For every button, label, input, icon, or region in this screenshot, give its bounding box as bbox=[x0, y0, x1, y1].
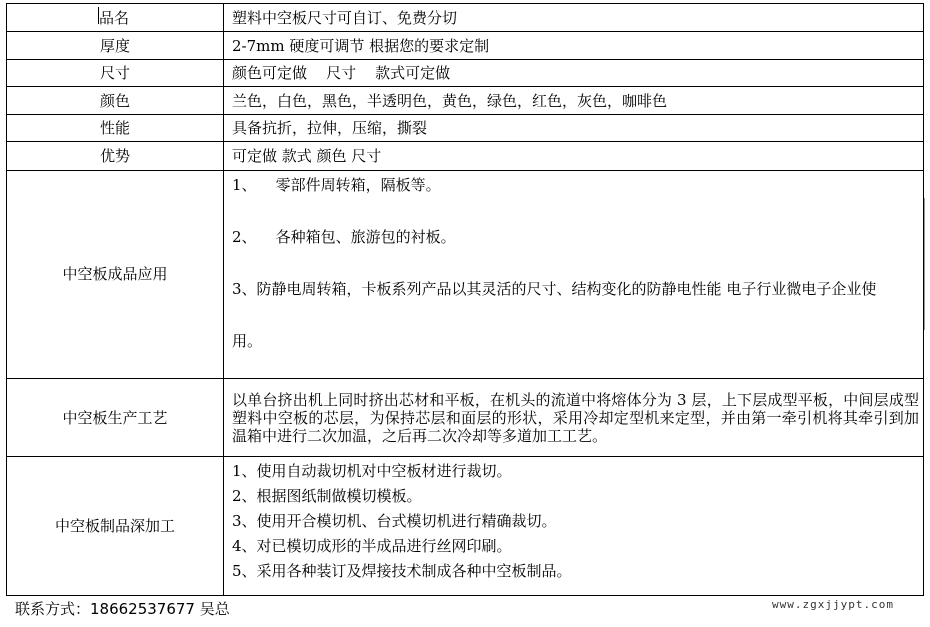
list-item: 2、 各种箱包、旅游包的衬板。 bbox=[232, 227, 456, 246]
list-item: 3、防静电周转箱，卡板系列产品以其灵活的尺寸、结构变化的防静电性能 电子行业微电子企业使 bbox=[232, 279, 877, 298]
row-label: 优势 bbox=[7, 142, 224, 170]
list-item: 1、使用自动裁切机对中空板材进行裁切。 bbox=[232, 462, 512, 481]
contact-text: 联系方式：18662537677 吴总 bbox=[15, 600, 230, 618]
site-watermark: www.zgxjjypt.com bbox=[772, 598, 894, 611]
process-description: 以单台挤出机上同时挤出芯材和平板，在机头的流道中将熔体分为 3 层，上下层成型平板，中间层成型塑料中空板的芯层，为保持芯层和面层的形状，采用冷却定型机来定型，并由第一牵引机将其牵引到加温箱中进行二次加温，之后再二次冷却等多道加工工艺。 bbox=[224, 379, 924, 457]
deep-processing-row bbox=[7, 457, 924, 596]
row-value: 可定做 款式 颜色 尺寸 bbox=[224, 142, 924, 170]
deep-processing-label: 中空板制品深加工 bbox=[7, 457, 224, 596]
application-content bbox=[224, 170, 924, 379]
application-row bbox=[7, 170, 924, 379]
row-label: 颜色 bbox=[7, 87, 224, 115]
row-value: 颜色可定做 尺寸 款式可定做 bbox=[224, 60, 924, 87]
row-label: 厚度 bbox=[7, 32, 224, 60]
row-value: 塑料中空板尺寸可自订、免费分切 bbox=[224, 4, 924, 32]
spec-row-size bbox=[7, 60, 924, 87]
list-item: 用。 bbox=[232, 331, 263, 350]
list-item: 4、对已模切成形的半成品进行丝网印刷。 bbox=[232, 537, 512, 556]
row-value: 兰色，白色，黑色，半透明色，黄色，绿色，红色，灰色，咖啡色 bbox=[224, 87, 924, 115]
process-row bbox=[7, 379, 924, 457]
spec-row-color bbox=[7, 87, 924, 115]
spec-row-thickness bbox=[7, 32, 924, 60]
list-item: 2、根据图纸制做模切模板。 bbox=[232, 487, 422, 506]
product-spec-table bbox=[6, 3, 924, 596]
spec-row-name bbox=[7, 4, 924, 32]
list-item: 1、 零部件周转箱，隔板等。 bbox=[232, 175, 441, 194]
row-value: 具备抗折，拉伸，压缩，撕裂 bbox=[224, 115, 924, 142]
list-item: 5、采用各种装订及焊接技术制成各种中空板制品。 bbox=[232, 562, 572, 581]
process-label: 中空板生产工艺 bbox=[7, 379, 224, 457]
row-label: 尺寸 bbox=[7, 60, 224, 87]
row-label: 性能 bbox=[7, 115, 224, 142]
page-edge-marker bbox=[924, 198, 925, 330]
deep-processing-content bbox=[224, 457, 924, 596]
row-label: 品名 bbox=[7, 4, 224, 32]
text-cursor bbox=[98, 7, 99, 24]
row-value: 2-7mm 硬度可调节 根据您的要求定制 bbox=[224, 32, 924, 60]
application-label: 中空板成品应用 bbox=[7, 170, 224, 379]
spec-row-advantage bbox=[7, 142, 924, 170]
contact-info bbox=[15, 598, 230, 619]
list-item: 3、使用开合模切机、台式模切机进行精确裁切。 bbox=[232, 512, 557, 531]
spec-row-performance bbox=[7, 115, 924, 142]
